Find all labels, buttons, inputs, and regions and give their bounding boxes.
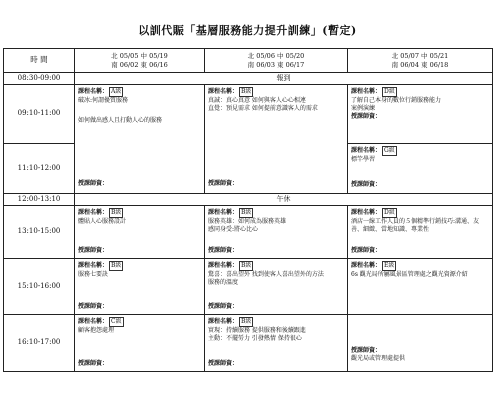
checkin-label: 報到 <box>75 73 493 85</box>
cell-r3-c1 <box>75 206 205 259</box>
session-1-south: 南 06/02 東 06/16 <box>111 60 168 69</box>
teacher-label: 授課師資： <box>78 359 109 367</box>
level-badge: D級 <box>382 208 397 218</box>
session-3-south: 南 06/04 東 06/18 <box>391 60 449 69</box>
cell-r2-c3 <box>348 144 493 194</box>
cell-r1-c2 <box>205 85 348 194</box>
session-2-header <box>205 49 348 73</box>
time-1510: 15:10-16:00 <box>4 259 75 315</box>
course-label: 課程名稱： <box>351 88 382 95</box>
course-label: 課程名稱： <box>78 88 109 95</box>
cell-r4-c3 <box>348 259 493 315</box>
session-2-south: 南 06/03 東 06/17 <box>247 60 305 69</box>
time-column-header: 時 間 <box>4 49 75 73</box>
teacher-label: 授課師資： <box>78 246 109 254</box>
session-2-north: 北 05/06 中 05/20 <box>247 52 305 61</box>
cell-r3-c2 <box>205 206 348 259</box>
course-label: 課程名稱： <box>351 209 382 216</box>
course-text-2: 如何做出感人且打動人心的服務 <box>78 117 163 125</box>
row-1310 <box>4 206 493 259</box>
course-label: 課程名稱： <box>208 88 239 95</box>
time-1310: 13:10-15:00 <box>4 206 75 259</box>
level-badge: B級 <box>109 208 123 218</box>
course-text: 服務七要訣 <box>78 271 109 279</box>
course-text: 驚喜：喜出望外 找到使客人喜出望外的方法 服務的溫度 <box>208 271 324 287</box>
provider-text: 觀光局或管理處提供 <box>351 355 406 363</box>
course-label: 課程名稱： <box>208 209 239 216</box>
teacher-label: 授課師資： <box>78 179 109 187</box>
checkin-row <box>4 73 493 85</box>
level-badge: B級 <box>239 208 253 218</box>
lunch-time: 12:00-13:10 <box>4 194 75 206</box>
session-1-header <box>75 49 205 73</box>
session-3-header <box>348 49 493 73</box>
cell-r5-c3 <box>348 315 493 372</box>
course-label: 課程名稱： <box>208 262 239 269</box>
course-label: 課程名稱： <box>78 209 109 216</box>
cell-r1-c3 <box>348 85 493 144</box>
row-1610 <box>4 315 493 372</box>
course-text: 了解自己本身的數位行銷服務能力 案例演練 <box>351 97 442 113</box>
level-badge: E級 <box>382 261 396 271</box>
course-text: 體貼人心服務設計 <box>78 218 127 226</box>
course-text: 標竿學習 <box>351 156 376 164</box>
lunch-row <box>4 194 493 206</box>
teacher-label: 授課師資： <box>351 347 382 354</box>
cell-r5-c2 <box>205 315 348 372</box>
course-text: 6s 觀光局所屬風景區管理處之觀光資源介紹 <box>351 271 468 279</box>
level-badge: A級 <box>109 87 123 97</box>
teacher-label: 授課師資： <box>208 359 239 367</box>
level-badge: C級 <box>109 317 124 327</box>
cell-r4-c1 <box>75 259 205 315</box>
row-0910 <box>4 85 493 144</box>
course-label: 課程名稱： <box>208 318 239 325</box>
cell-r3-c3 <box>348 206 493 259</box>
course-label: 課程名稱： <box>78 318 109 325</box>
level-badge: B級 <box>239 261 253 271</box>
course-label: 課程名稱： <box>351 262 382 269</box>
teacher-label: 授課師資： <box>351 113 382 121</box>
teacher-label: 授課師資： <box>208 246 239 254</box>
level-badge: D級 <box>382 87 397 97</box>
course-text: 服務英雄：如何成為服務英雄 感同身受:將心比心 <box>208 218 287 234</box>
checkin-time: 08:30-09:00 <box>4 73 75 85</box>
course-label: 課程名稱： <box>351 147 382 154</box>
level-badge: B級 <box>239 87 253 97</box>
cell-r5-c1 <box>75 315 205 372</box>
course-text: 顧客抱怨處理 <box>78 327 115 335</box>
cell-r1-c1 <box>75 85 205 194</box>
time-1610: 16:10-17:00 <box>4 315 75 372</box>
teacher-label: 授課師資： <box>78 302 109 310</box>
level-badge: G級 <box>382 146 397 156</box>
cell-r4-c2 <box>205 259 348 315</box>
level-badge: B級 <box>109 261 123 271</box>
teacher-label: 授課師資： <box>351 246 382 254</box>
teacher-label: 授課師資： <box>351 180 382 188</box>
course-label: 課程名稱： <box>78 262 109 269</box>
session-1-north: 北 05/05 中 05/19 <box>111 52 168 61</box>
document-title: 以訓代賑「基層服務能力提升訓練」(暫定) <box>138 24 357 37</box>
lunch-label: 午休 <box>75 194 493 206</box>
teacher-label: 授課師資： <box>208 302 239 310</box>
level-badge: B級 <box>239 317 253 327</box>
time-1110: 11:10-12:00 <box>4 144 75 194</box>
course-text: 實現：持續服務 提供服務和後續跟進 主動：不擺勞力 引發熱情 保持很心 <box>208 327 306 343</box>
session-3-north: 北 05/07 中 05/21 <box>391 52 449 61</box>
schedule-table <box>3 48 493 372</box>
course-text: 真誠：真心真意 如何與客人心心相連 直覺：預見需求 如何提前意識客人的需求 <box>208 97 318 113</box>
teacher-label: 授課師資： <box>208 179 239 187</box>
row-1510 <box>4 259 493 315</box>
course-text: 破冰:何謂優質服務 <box>78 97 129 105</box>
time-0910: 09:10-11:00 <box>4 85 75 144</box>
header-row <box>4 49 493 73</box>
course-text: 酒店一線工作人員的５個精準行銷技巧:溝通、友善、細緻、當地知識、專業性 <box>351 218 480 234</box>
